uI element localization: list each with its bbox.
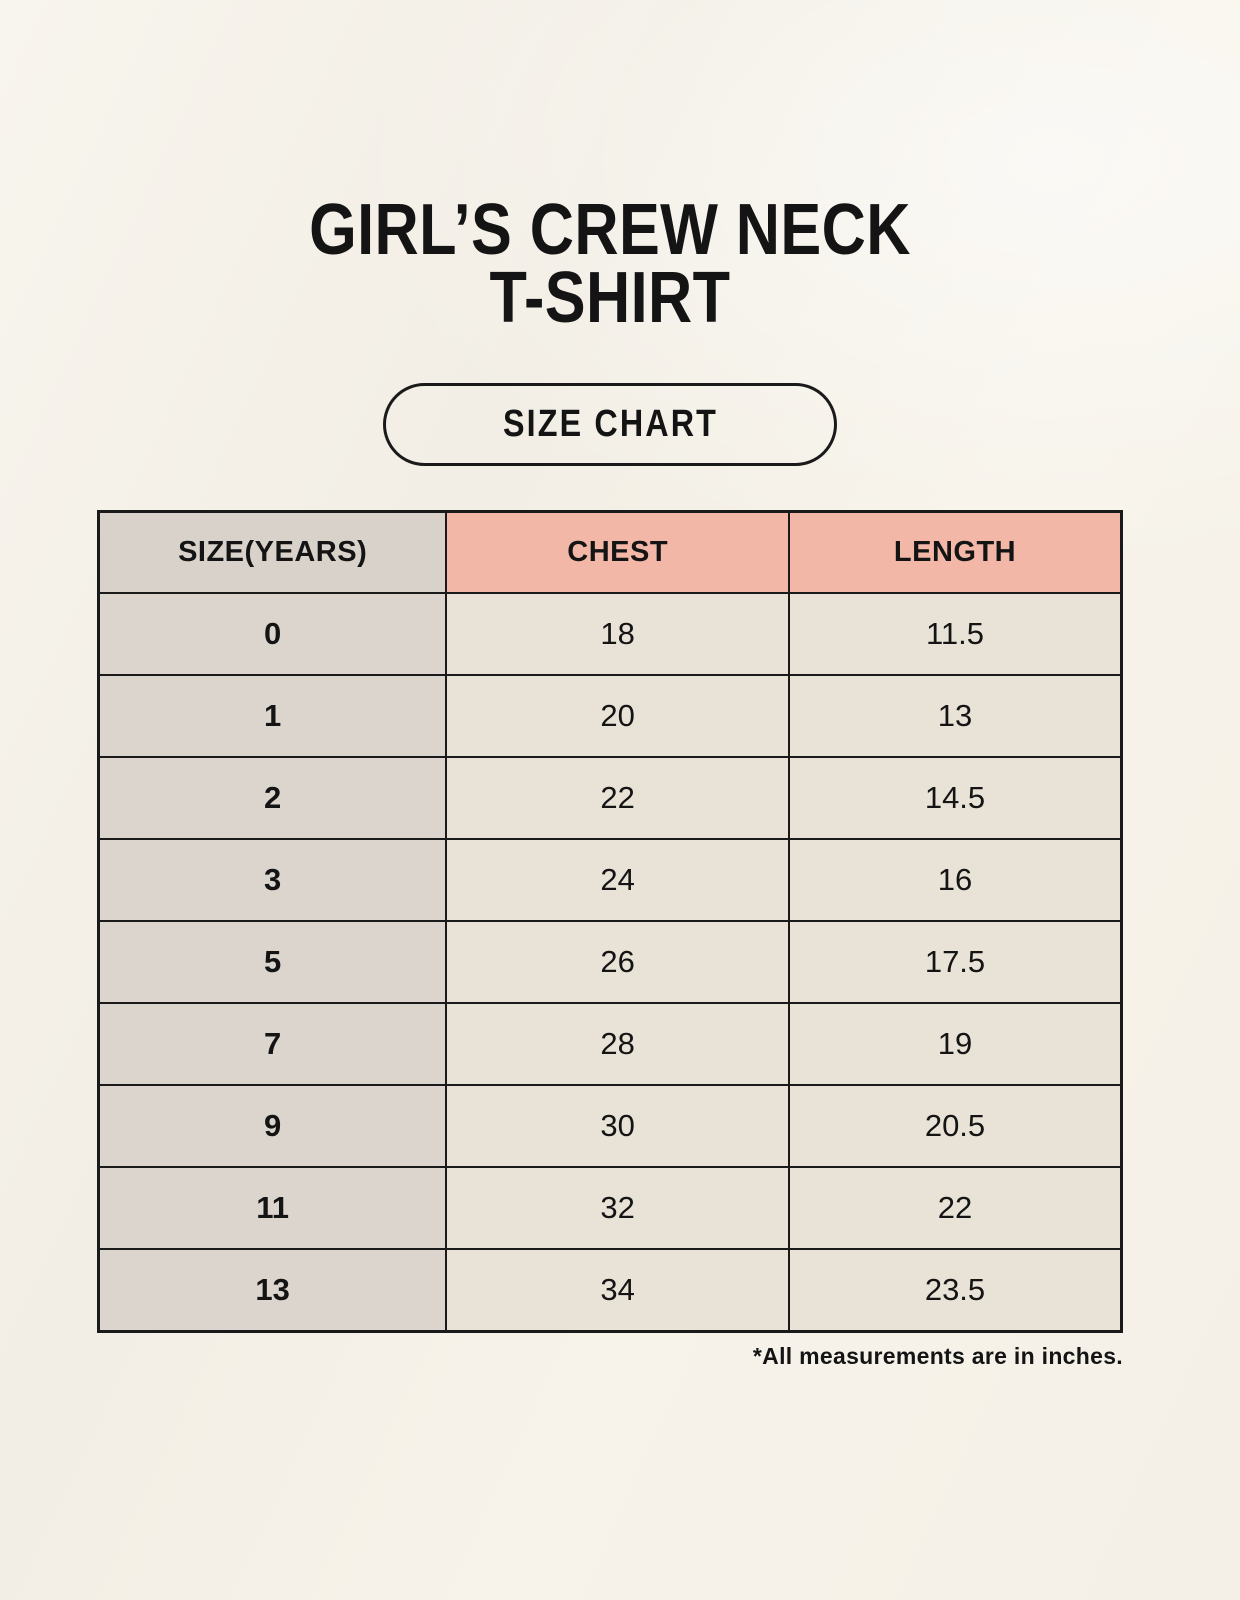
- size-chart-badge-label: SIZE CHART: [502, 402, 718, 445]
- size-years-cell: 9: [99, 1085, 447, 1167]
- table-row: [99, 1003, 1122, 1085]
- header-row: [99, 511, 1122, 593]
- length-cell: 19: [789, 1003, 1121, 1085]
- product-title-line-1: GIRL’S CREW NECK: [309, 190, 911, 270]
- length-cell: 17.5: [789, 921, 1121, 1003]
- size-chart-badge: [383, 383, 837, 466]
- table-row: [99, 1249, 1122, 1332]
- size-years-cell: 7: [99, 1003, 447, 1085]
- chest-cell: 20: [446, 675, 789, 757]
- size-table-body: [99, 593, 1122, 1332]
- length-cell: 14.5: [789, 757, 1121, 839]
- size-years-cell: 11: [99, 1167, 447, 1249]
- table-row: [99, 1085, 1122, 1167]
- length-cell: 23.5: [789, 1249, 1121, 1332]
- product-title: [174, 0, 1046, 339]
- table-row: [99, 921, 1122, 1003]
- size-years-cell: 1: [99, 675, 447, 757]
- size-years-cell: 13: [99, 1249, 447, 1332]
- size-table-header: [99, 511, 1122, 593]
- size-table: [97, 510, 1123, 1333]
- table-row: [99, 675, 1122, 757]
- size-chart-graphic: [97, 0, 1123, 1370]
- chest-cell: 34: [446, 1249, 789, 1332]
- size-years-cell: 3: [99, 839, 447, 921]
- chest-cell: 24: [446, 839, 789, 921]
- column-header-size-years: SIZE(YEARS): [99, 511, 447, 593]
- chest-cell: 30: [446, 1085, 789, 1167]
- column-header-chest: CHEST: [446, 511, 789, 593]
- table-row: [99, 839, 1122, 921]
- chest-cell: 26: [446, 921, 789, 1003]
- length-cell: 13: [789, 675, 1121, 757]
- size-chart-badge-container: [97, 383, 1123, 466]
- chest-cell: 28: [446, 1003, 789, 1085]
- table-row: [99, 757, 1122, 839]
- measurements-note: *All measurements are in inches.: [752, 1342, 1123, 1369]
- length-cell: 20.5: [789, 1085, 1121, 1167]
- table-row: [99, 593, 1122, 675]
- size-years-cell: 5: [99, 921, 447, 1003]
- chest-cell: 32: [446, 1167, 789, 1249]
- product-title-line-2: T-SHIRT: [489, 258, 731, 339]
- table-row: [99, 1167, 1122, 1249]
- size-years-cell: 0: [99, 593, 447, 675]
- length-cell: 22: [789, 1167, 1121, 1249]
- chest-cell: 22: [446, 757, 789, 839]
- length-cell: 11.5: [789, 593, 1121, 675]
- column-header-length: LENGTH: [789, 511, 1121, 593]
- length-cell: 16: [789, 839, 1121, 921]
- size-years-cell: 2: [99, 757, 447, 839]
- chest-cell: 18: [446, 593, 789, 675]
